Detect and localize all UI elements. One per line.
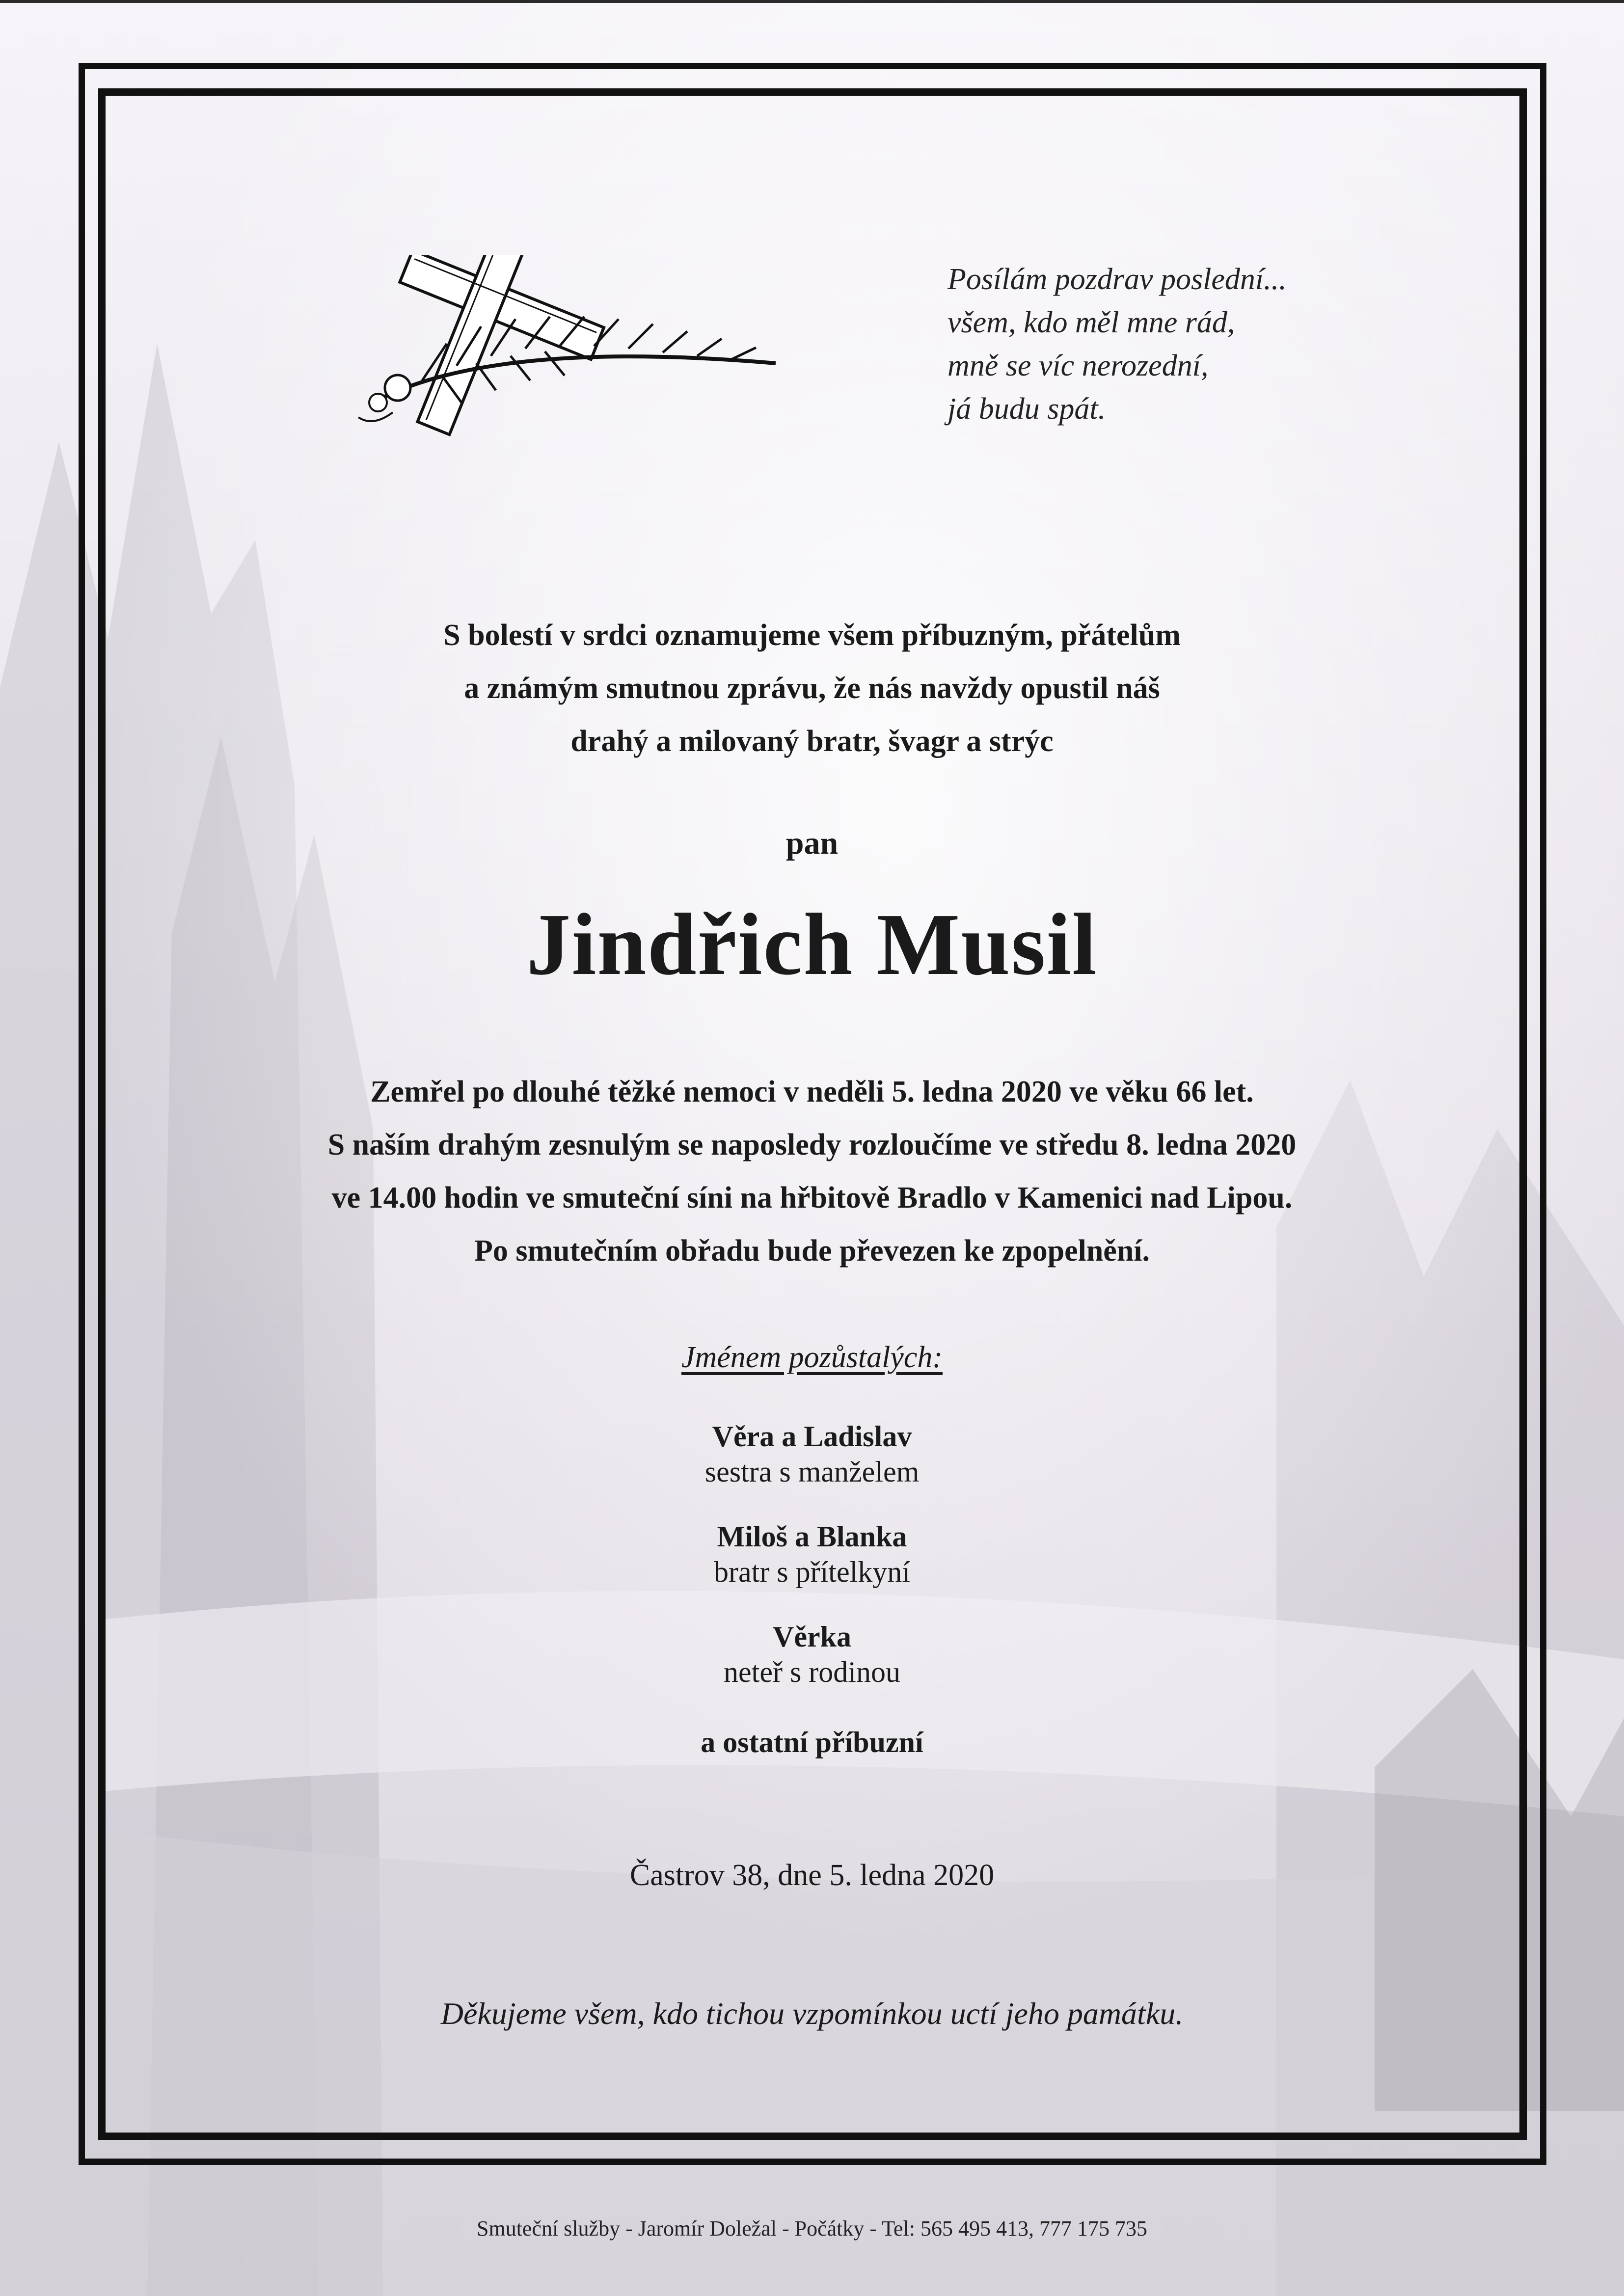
cross-with-palm-branch-icon [344, 255, 785, 437]
mourner-group [147, 1619, 1477, 1690]
announcement-intro [147, 609, 1477, 768]
place-and-date: Častrov 38, dne 5. ledna 2020 [629, 1859, 995, 1892]
mourner-names: Miloš a Blanka [717, 1520, 907, 1553]
mourner-relation: sestra s manželem [704, 1456, 920, 1488]
mourner-names: Věrka [773, 1621, 851, 1653]
other-relatives: a ostatní příbuzní [701, 1726, 923, 1758]
detail-line: S naším drahým zesnulým se naposledy rozloučíme ve středu 8. ledna 2020 [327, 1128, 1297, 1162]
top-edge-rule [0, 0, 1624, 3]
detail-line: Zemřel po dlouhé těžké nemoci v neděli 5. ledna 2020 ve věku 66 let. [370, 1075, 1254, 1108]
mourner-group [147, 1519, 1477, 1590]
poem-line: všem, kdo měl mne rád, [947, 306, 1235, 339]
deceased-name: Jindřich Musil [526, 895, 1098, 993]
poem-line: mně se víc nerozední, [947, 349, 1209, 382]
thanks-note: Děkujeme všem, kdo tichou vzpomínkou uctí jeho památku. [440, 1996, 1184, 2031]
mourner-relation: neteř s rodinou [724, 1656, 900, 1688]
funeral-service-footer: Smuteční služby - Jaromír Doležal - Počátky - Tel: 565 495 413, 777 175 735 [477, 2216, 1147, 2241]
intro-line: a známým smutnou zprávu, že nás navždy opustil náš [464, 672, 1160, 705]
mourner-names: Věra a Ladislav [712, 1420, 912, 1453]
mourners-heading [147, 1340, 1477, 1375]
mourners-heading-text: Jménem pozůstalých: [681, 1341, 943, 1374]
poem-line: Posílám pozdrav poslední... [947, 263, 1287, 296]
funeral-details [147, 1065, 1477, 1277]
mourner-relation: bratr s přítelkyní [714, 1556, 910, 1588]
poem-line: já budu spát. [947, 392, 1106, 426]
intro-line: S bolestí v srdci oznamujeme všem příbuzným, přátelům [443, 619, 1181, 652]
detail-line: ve 14.00 hodin ve smuteční síni na hřbitově Bradlo v Kamenici nad Lipou. [331, 1181, 1293, 1215]
intro-line: drahý a milovaný bratr, švagr a strýc [570, 725, 1054, 758]
mourners-list [147, 1419, 1477, 1719]
honorific: pan [785, 825, 839, 861]
farewell-poem [947, 258, 1389, 431]
detail-line: Po smutečním obřadu bude převezen ke zpopelnění. [474, 1234, 1150, 1268]
mourner-group [147, 1419, 1477, 1489]
